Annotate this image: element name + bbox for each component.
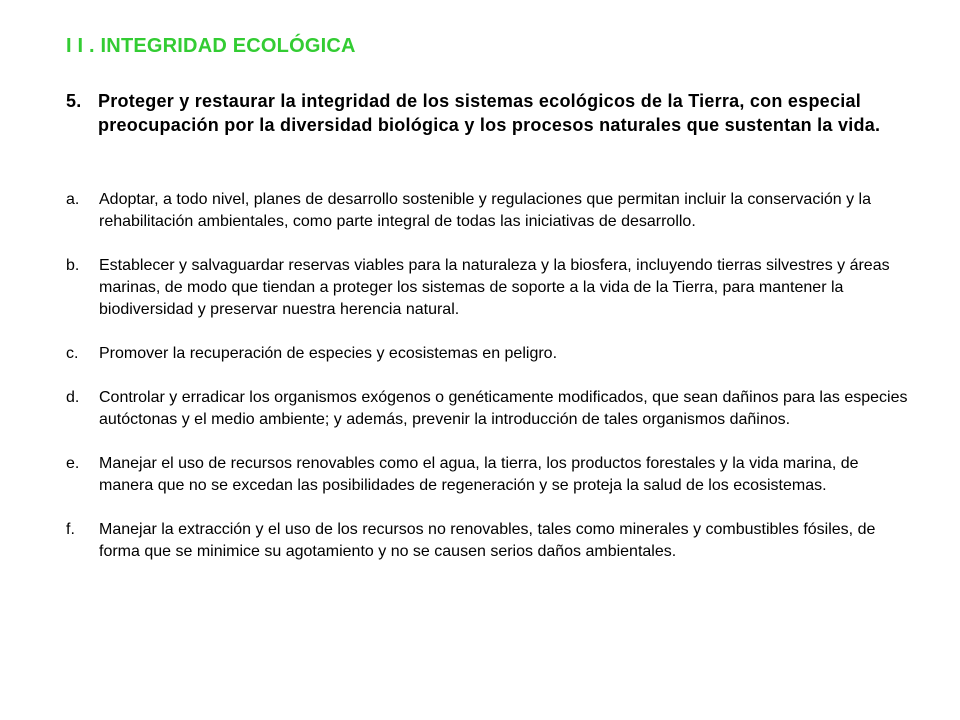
list-item-letter: c. (66, 345, 79, 362)
list-item-letter: f. (66, 521, 75, 538)
section-title: I I . INTEGRIDAD ECOLÓGICA (66, 35, 356, 57)
sub-principles-list (66, 189, 916, 585)
principle-5 (66, 89, 916, 137)
list-item-text: Promover la recuperación de especies y ecosistemas en peligro. (99, 345, 558, 362)
list-item-text: Adoptar, a todo nivel, planes de desarrollo sostenible y regulaciones que permitan incluir la conservación y la rehabilitación ambientales, como parte integral de todas las iniciativas de desarrollo. (99, 191, 872, 230)
list-item-e (66, 453, 916, 497)
list-item-text: Controlar y erradicar los organismos exógenos o genéticamente modificados, que sean dañinos para las especies autóctonas y el medio ambiente; y además, prevenir la introducción de tales organismos dañinos. (99, 389, 908, 428)
list-item-d (66, 387, 916, 431)
list-item-text: Manejar la extracción y el uso de los recursos no renovables, tales como minerales y combustibles fósiles, de forma que se minimice su agotamiento y no se causen serios daños ambientales. (99, 521, 876, 560)
principle-number: 5. (66, 91, 82, 111)
list-item-a (66, 189, 916, 233)
list-item-c (66, 343, 916, 365)
list-item-f (66, 519, 916, 563)
list-item-text: Establecer y salvaguardar reservas viables para la naturaleza y la biosfera, incluyendo tierras silvestres y áreas marinas, de modo que tiendan a proteger los sistemas de soporte a la vida de la Tierra, para mantener la biodiversidad y preservar nuestra herencia natural. (99, 257, 890, 318)
list-item-letter: a. (66, 191, 80, 208)
list-item-text: Manejar el uso de recursos renovables como el agua, la tierra, los productos forestales y la vida marina, de manera que no se excedan las posibilidades de regeneración y se proteja la salud de los ecosistemas. (99, 455, 859, 494)
list-item-b (66, 255, 916, 321)
principle-text: Proteger y restaurar la integridad de los sistemas ecológicos de la Tierra, con especial preocupación por la diversidad biológica y los procesos naturales que sustentan la vida. (98, 91, 881, 135)
list-item-letter: b. (66, 257, 80, 274)
list-item-letter: d. (66, 389, 80, 406)
list-item-letter: e. (66, 455, 80, 472)
